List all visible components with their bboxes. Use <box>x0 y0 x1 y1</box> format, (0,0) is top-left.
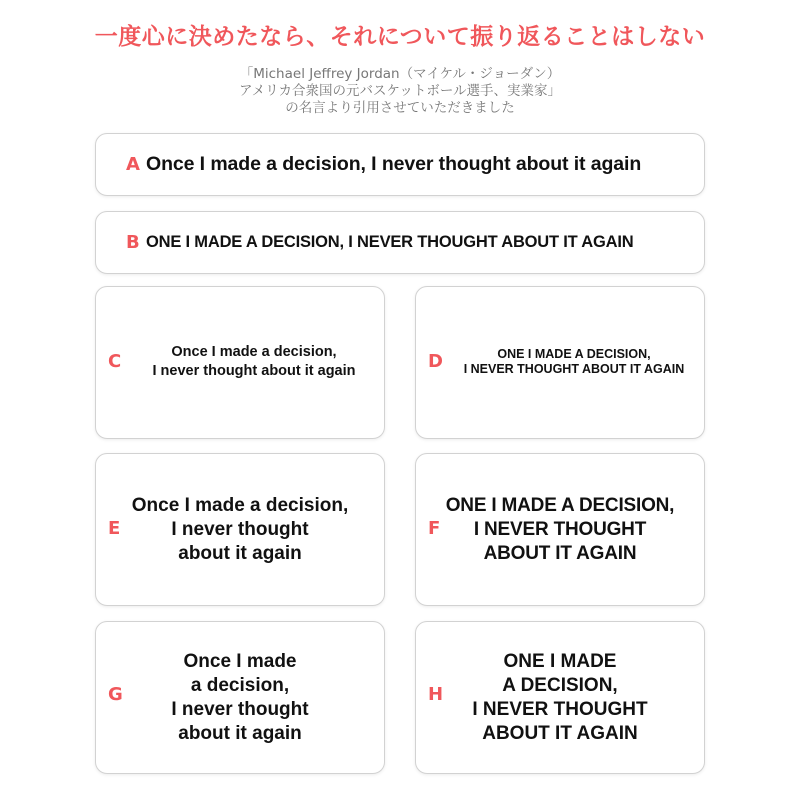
quote-card-e <box>95 453 385 606</box>
quote-line: A DECISION, <box>502 675 618 696</box>
card-quote <box>112 494 368 566</box>
page-headline: 一度心に決めたなら、それについて振り返ることはしない <box>94 24 706 50</box>
quote-card-a <box>95 133 705 196</box>
card-letter: A <box>126 154 140 175</box>
quote-line: ONE I MADE A DECISION, <box>445 495 675 516</box>
quote-card-h <box>415 621 705 774</box>
quote-attribution <box>0 66 800 117</box>
card-quote <box>450 347 698 377</box>
card-quote <box>426 494 694 566</box>
quote-line: ABOUT IT AGAIN <box>482 723 638 744</box>
card-letter: G <box>108 684 123 705</box>
attribution-line: アメリカ合衆国の元バスケットボール選手、実業家」 <box>238 83 562 99</box>
card-letter: H <box>428 684 444 705</box>
quote-line: I NEVER THOUGHT ABOUT IT AGAIN <box>463 362 685 376</box>
quote-line: about it again <box>178 723 302 744</box>
card-quote <box>446 650 674 746</box>
quote-line: Once I made <box>183 651 297 672</box>
card-quote <box>146 153 641 176</box>
card-quote <box>146 233 633 252</box>
card-letter: E <box>108 518 121 539</box>
card-letter: D <box>428 351 443 372</box>
quote-card-g <box>95 621 385 774</box>
quote-card-c <box>95 286 385 439</box>
attribution-line: 「Michael Jeffrey Jordan（マイケル・ジョーダン） <box>239 66 561 82</box>
card-letter: F <box>428 518 441 539</box>
card-quote <box>130 343 378 381</box>
quote-line: a decision, <box>190 675 290 696</box>
quote-line: I never thought <box>171 699 309 720</box>
quote-card-f <box>415 453 705 606</box>
card-letter: B <box>126 232 140 253</box>
card-letter: C <box>108 351 122 372</box>
quote-line: Once I made a decision, I never thought about it again <box>146 153 642 175</box>
quote-line: I never thought <box>171 519 309 540</box>
card-quote <box>126 650 354 746</box>
quote-card-d <box>415 286 705 439</box>
quote-line: I NEVER THOUGHT <box>473 519 647 540</box>
quote-line: Once I made a decision, <box>131 495 349 516</box>
quote-line: I NEVER THOUGHT <box>472 699 648 720</box>
quote-line: Once I made a decision, <box>171 344 337 360</box>
quote-line: ONE I MADE <box>503 651 617 672</box>
attribution-line: の名言より引用させていただきました <box>285 100 515 116</box>
quote-line: ABOUT IT AGAIN <box>483 543 637 564</box>
quote-line: ONE I MADE A DECISION, <box>497 347 651 361</box>
quote-line: I never thought about it again <box>152 363 356 379</box>
quote-card-b <box>95 211 705 274</box>
quote-line: ONE I MADE A DECISION, I NEVER THOUGHT ABOUT IT AGAIN <box>146 233 634 251</box>
quote-line: about it again <box>178 543 302 564</box>
